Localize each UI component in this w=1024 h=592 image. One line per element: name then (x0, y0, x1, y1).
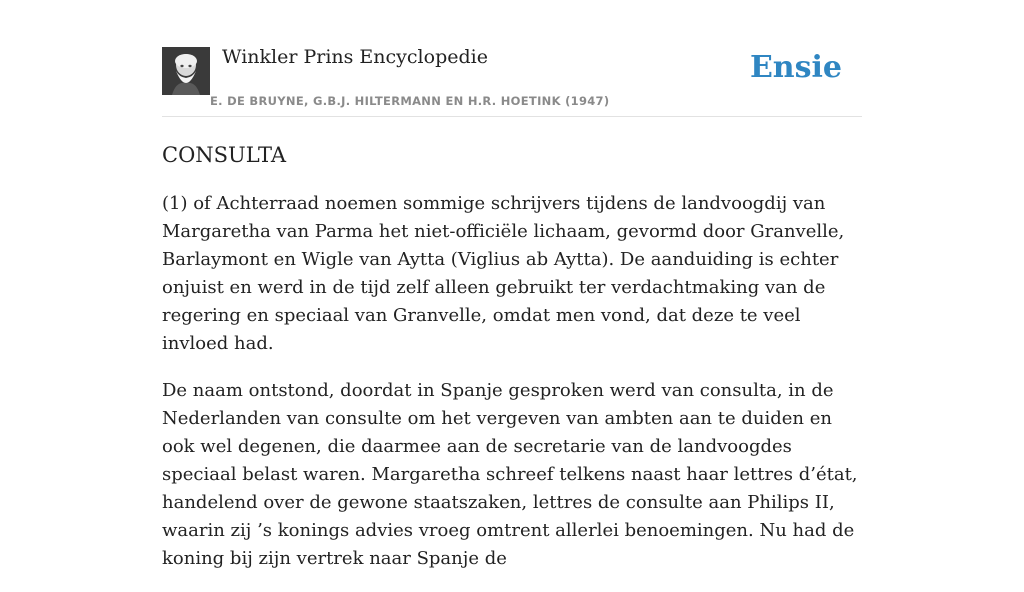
authors-line: E. DE BRUYNE, G.B.J. HILTERMANN EN H.R. HOETINK (1947) (210, 94, 610, 108)
author-avatar (162, 47, 210, 95)
site-header (162, 0, 862, 117)
entry-title: CONSULTA (162, 143, 287, 167)
article (162, 138, 862, 592)
bearded-man-portrait-icon (162, 47, 210, 95)
site-title[interactable]: Winkler Prins Encyclopedie (222, 46, 488, 68)
article-paragraph: (1) of Achterraad noemen sommige schrijvers tijdens de landvoogdij van Margaretha van Parma het niet-officiële lichaam, gevormd door Granvelle, Barlaymont en Wigle van Aytta (Viglius ab Aytta). De aanduiding is echter onjuist en werd in de tijd zelf alleen gebruikt ter verdachtmaking van de regering en speciaal van Granvelle, omdat men vond, dat deze te veel invloed had. (162, 193, 845, 354)
article-paragraph: De naam ontstond, doordat in Spanje gesproken werd van consulta, in de Nederlanden van consulte om het vergeven van ambten aan te duiden en ook wel degenen, die daarmee aan de secretarie van de landvoogdes speciaal belast waren. Margaretha schreef telkens naast haar lettres d’état, handelend over de gewone staatszaken, lettres de consulte aan Philips II, waarin zij ’s konings advies vroeg omtrent allerlei benoemingen. Nu had de koning bij zijn vertrek naar Spanje de (162, 380, 858, 569)
ensie-logo[interactable]: Ensie (749, 50, 842, 85)
